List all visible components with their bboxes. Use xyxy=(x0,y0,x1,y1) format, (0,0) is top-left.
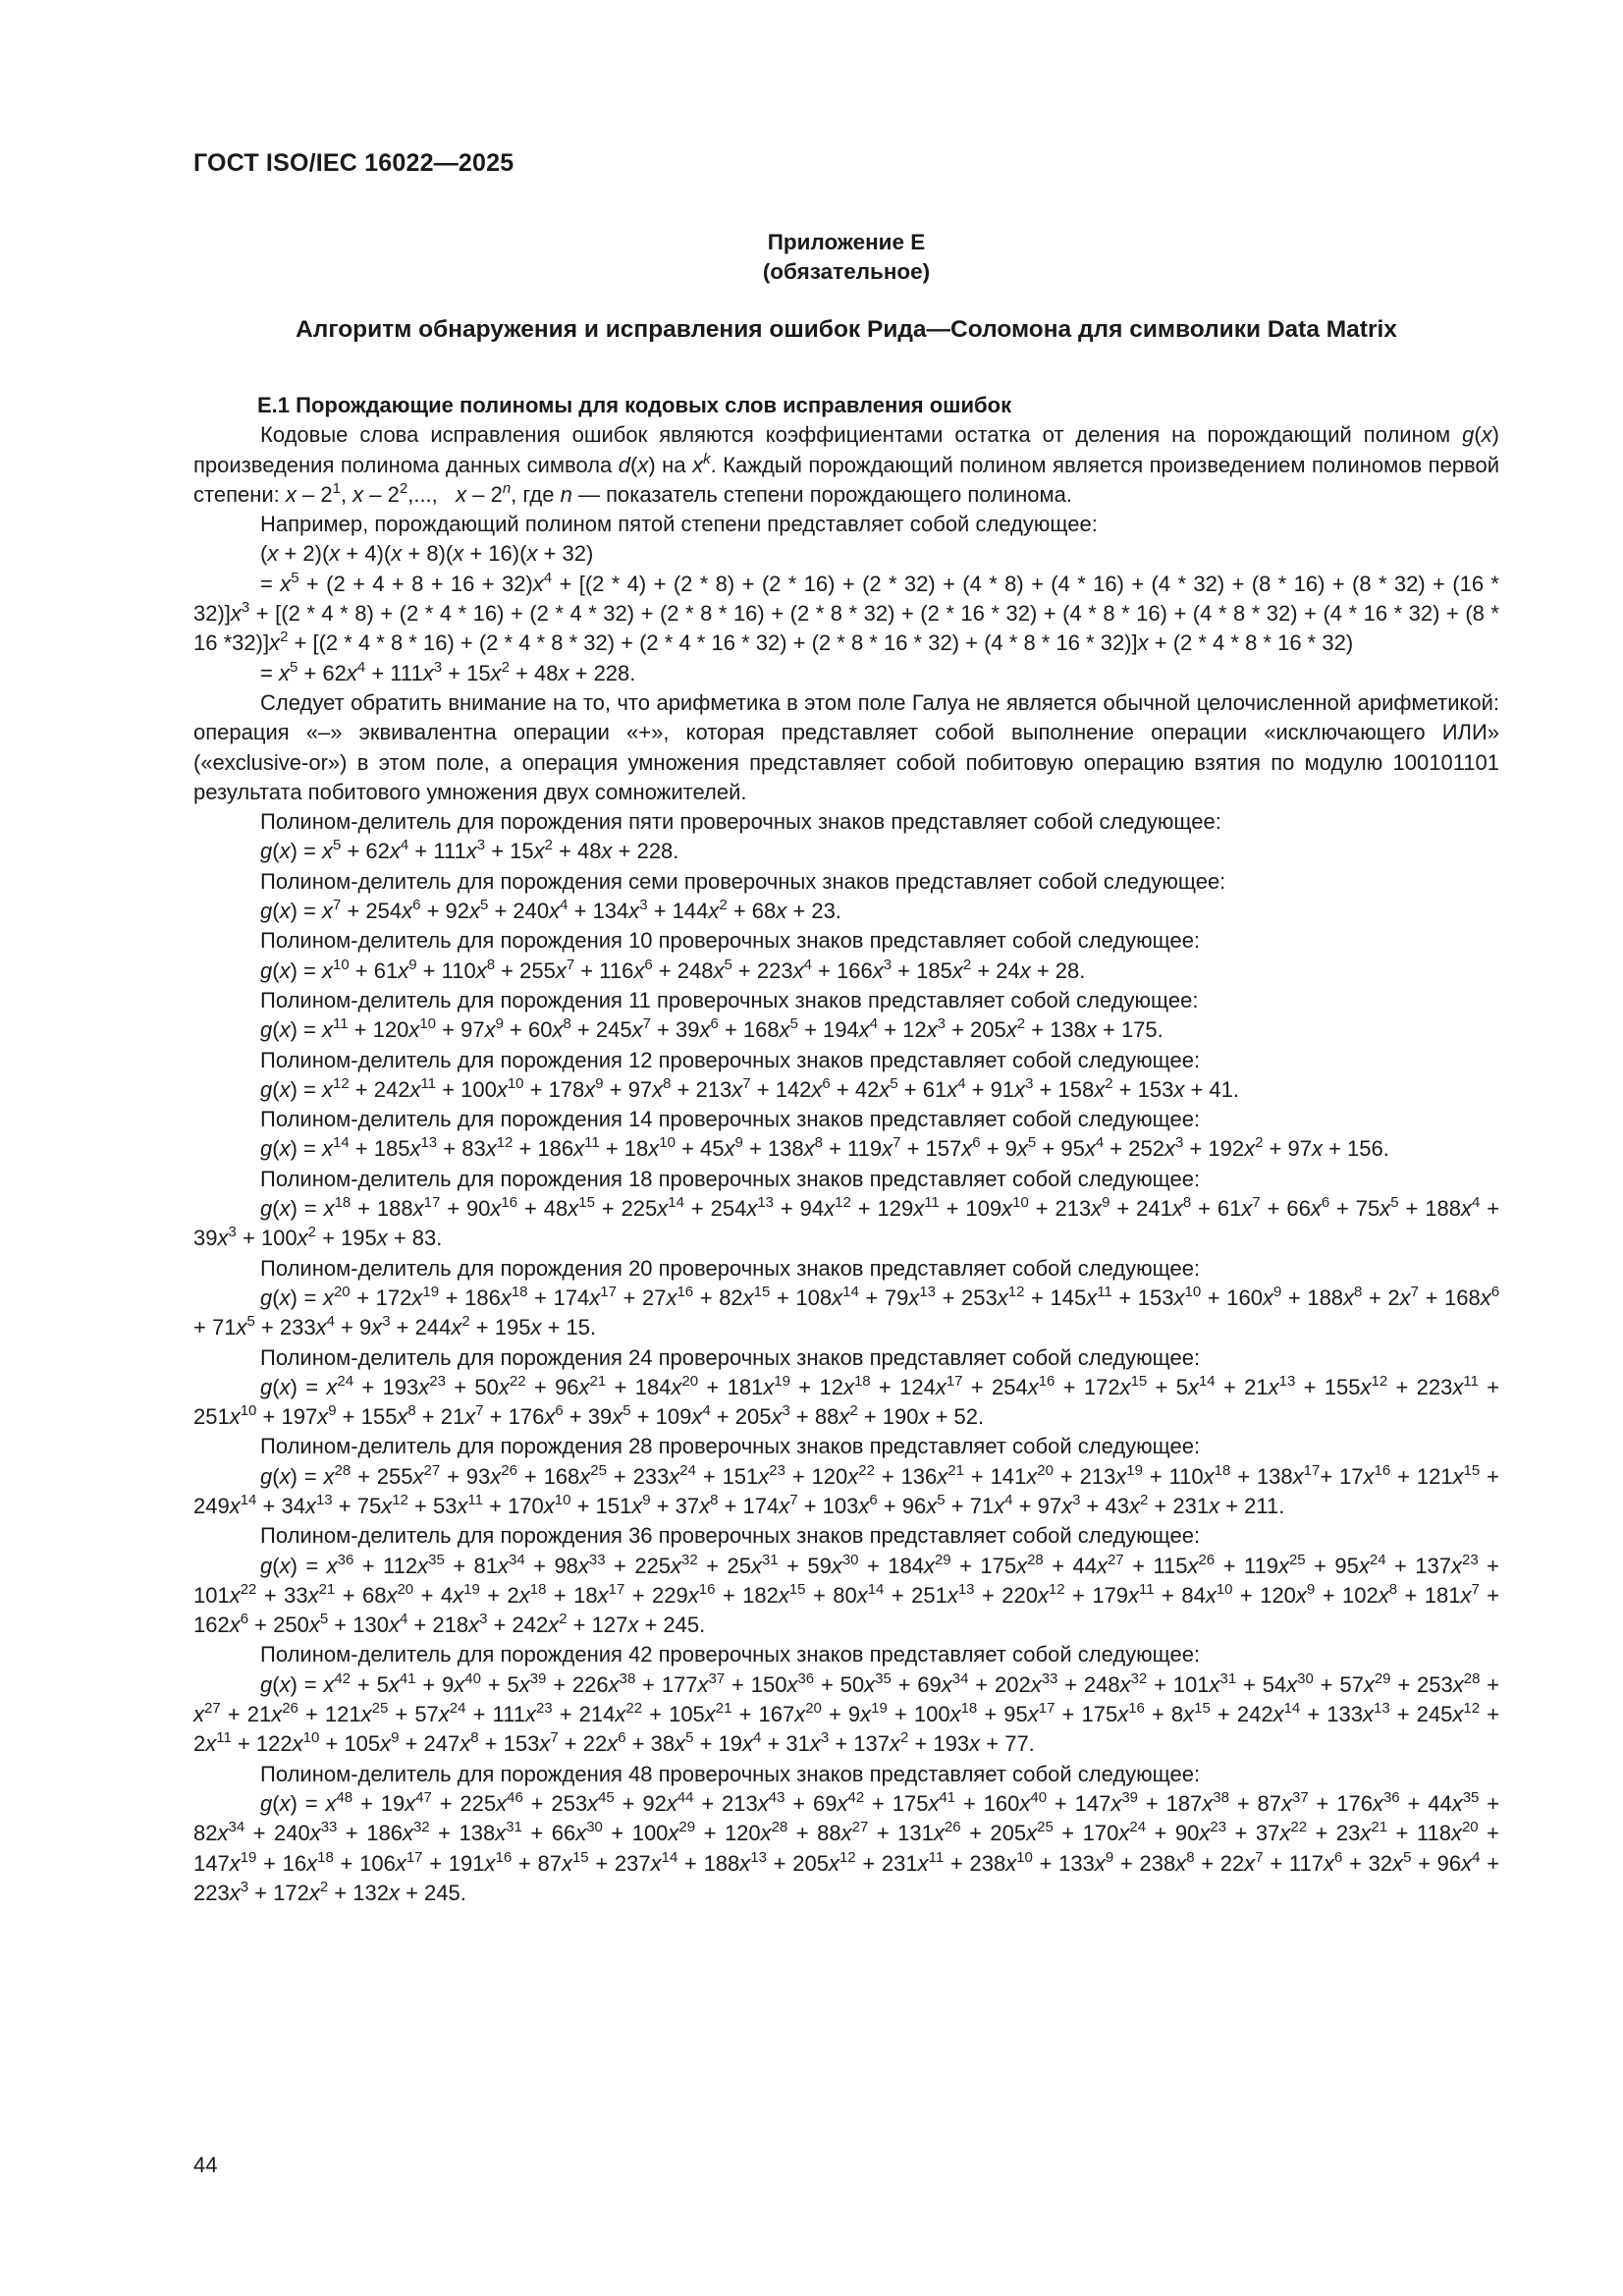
paragraph: Полином-делитель для порождения пяти проверочных знаков представляет собой следующее: xyxy=(260,809,1221,835)
polynomial-formula: $g(x) = x^{28} + 255x^{27} + 93x^{26} + 168x^{25} + 233x^{24} + 151x^{23} + 120x^{22} + 136x^{21} + 141x^{20} + 213x^{19} + 110x^{18} + 138x^{17}+ 17x^{16} + 121x^{15} + 249x^{14} + 34x^{13} + 75x^{12} + 53x^{11} + 170x^{10} + 151x^9 + 37x^8 + 174x^7 + 103x^6 + 96x^5 + 71x^4 + 97x^3 + 43x^2 + 231x + 211$. xyxy=(193,1461,1499,1518)
polynomial-formula: $g(x) = x^{18} + 188x^{17} + 90x^{16} + 48x^{15} + 225x^{14} + 254x^{13} + 94x^{12} + 129x^{11} + 109x^{10} + 213x^9 + 241x^8 + 61x^7 + 66x^6 + 75x^5 + 188x^4 + 39x^3 + 100x^2 + 195x + 83$. xyxy=(193,1194,1500,1251)
annex-heading xyxy=(193,228,1499,287)
paragraph: Полином-делитель для порождения 12 проверочных знаков представляет собой следующее: xyxy=(260,1047,1201,1072)
paragraph: Полином-делитель для порождения 24 проверочных знаков представляет собой следующее: xyxy=(260,1344,1201,1370)
paragraph: Полином-делитель для порождения 36 проверочных знаков представляет собой следующее: xyxy=(260,1523,1201,1549)
polynomial-formula: g(x) = $x^{42} + 5x^{41} + 9x^{40} + 5x^{39} + 226x^{38} + 177x^{37} + 150x^{36} + 50x^{35} + 69x^{34} + 202x^{33} + 248x^{32} + 101x^{31} + 54x^{30} + 57x^{29} + 253x^{28} + x^{27} + 21x^{26} + 121x^{25} + 57x^{24} + 111x^{23} + 214x^{22} + 105x^{21} + 167x^{20} + 9x^{19} + 100x^{18} + 95x^{17} + 175x^{16} + 8x^{15} + 242x^{14} + 133x^{13} + 245x^{12}$ + $2x^{11} + 122x^{10} + 105x^9 + 247x^8 + 153x^7 + 22x^6 + 38x^5 + 19x^4 + 31x^3 + 137x^2 + 193x + 77$. xyxy=(193,1669,1500,1757)
body-text xyxy=(193,391,1499,1908)
paragraph: Полином-делитель для порождения 18 проверочных знаков представляет собой следующее: xyxy=(260,1166,1201,1191)
paragraph: Полином-делитель для порождения 10 проверочных знаков представляет собой следующее: xyxy=(260,928,1201,954)
polynomial-formula: $g(x) = x^{11} + 120x^{10} + 97x^9 + 60x^8 + 245x^7 + 39x^6 + 168x^5 + 194x^4 + 12x^3 + 205x^2 + 138x + 175$. xyxy=(260,1015,1163,1043)
content-paragraphs xyxy=(193,420,1499,1908)
polynomial-formula: g(x) = $x^{36} + 112x^{35} + 81x^{34} + 98x^{33} + 225x^{32} + 25x^{31} + 59x^{30} + 184x^{29} + 175x^{28} + 44x^{27} + 115x^{26} + 119x^{25} + 95x^{24} + 137x^{23} + 101x^{22} + 33x^{21} + 68x^{20} + 4x^{19} + 2x^{18} + 18x^{17} + 229x^{16} + 182x^{15} + 80x^{14} + 251x^{13} + 220x^{12} + 179x^{11} + 84x^{10} + 120x^9 + 102x^8 + 181x^7 + 162x^6$ + $250x^5 + 130x^4 + 218x^3 + 242x^2 + 127x + 245$. xyxy=(193,1551,1500,1638)
polynomial-formula: $g(x) = x^5 + 62x^4 + 111x^3 + 15x^2 + 48x + 228$. xyxy=(260,837,679,864)
paragraph: = $x^5 + (2 + 4 + 8 + 16 + 32)x^4 + [(2 * 4) + (2 * 8) + (2 * 16) + (2 * 32) + (4 * 8) + (4 * 16) + (4 * 32) + (8 * 16) + (8 * 32) + (16 * 32)]x^3 + [(2 * 4 * 8) + (2 * 4$ * 16) + (2 * 4 * 32) + (2 * 8 * 16) + (2 * 8 * 32) + (2 * 16 * 32) + (4 * 8 * 16) + (4 * 8 * 32) + (4 * 16 * 32) + (8 * 16 $*32)]x^2 + [(2 * 4 * 8 * 16) + (2 * 4 * 8 * 32) + (2 * 4 * 16 * 32) + (2 * 8 * 16 * 32) + (4 * 8 * 16 * 32)]x + (2 * 4 * 8 * 16 * 32)$ xyxy=(193,569,1499,656)
annex-status: (обязательное) xyxy=(762,259,931,284)
paragraph: Кодовые слова исправления ошибок являются коэффициентами остатка от деления на порождающий полином g(x) произведения полинома данных символа d(x) на $x^k$. Каждый порождающий полином является произведением полиномов первой степени: x – $2^1$, x – $2^2$,..., x – 2$^n$, где n — показатель степени порождающего полинома. xyxy=(193,422,1500,507)
paragraph: = $x^5 + 62x^4 + 111x^3 + 15x^2 + 48x + 228$. xyxy=(260,658,636,685)
paragraph: Следует обратить внимание на то, что арифметика в этом поле Галуа не является обычной целочисленной арифметикой: операция «–» эквивалентна операции «+», которая представляет собой выполнение операции «исключающего ИЛИ» («exclusive-or») в этом поле, а операция умножения представляет собой побитовую операцию взятия по модулю 100101101 результата побитового умножения двух сомножителей. xyxy=(193,689,1499,804)
polynomial-formula: $g(x) = x^{12} + 242x^{11} + 100x^{10} + 178x^9 + 97x^8 + 213x^7 + 142x^6 + 42x^5 + 61x^4 + 91x^3 + 158x^2 + 153x + 41$. xyxy=(260,1074,1239,1102)
annex-label: Приложение Е xyxy=(767,230,926,254)
polynomial-formula: $g(x) = x^{14} + 185x^{13} + 83x^{12} + 186x^{11} + 18x^{10} + 45x^9 + 138x^8 + 119x^7 + 157x^6 + 9x^5 + 95x^4 + 252x^3 + 192x^2 + 97x + 156$. xyxy=(260,1134,1389,1162)
paragraph: Полином-делитель для порождения 48 проверочных знаков представляет собой следующее: xyxy=(260,1761,1201,1786)
annex-title: Алгоритм обнаружения и исправления ошибок Рида—Соломона для символики Data Matrix xyxy=(296,316,1397,343)
paragraph: Полином-делитель для порождения 42 проверочных знаков представляет собой следующее: xyxy=(260,1642,1201,1667)
paragraph: Полином-делитель для порождения 20 проверочных знаков представляет собой следующее: xyxy=(260,1255,1201,1281)
paragraph: Например, порождающий полином пятой степени представляет собой следующее: xyxy=(260,512,1098,537)
section-title: Е.1 Порождающие полиномы для кодовых слов исправления ошибок xyxy=(257,393,1012,417)
polynomial-formula: $g(x) = x^7 + 254x^6 + 92x^5 + 240x^4 + 134x^3 + 144x^2 + 68x + 23$. xyxy=(260,897,841,924)
paragraph: Полином-делитель для порождения 11 проверочных знаков представляет собой следующее: xyxy=(260,987,1199,1012)
paragraph: Полином-делитель для порождения 28 проверочных знаков представляет собой следующее: xyxy=(260,1434,1201,1459)
paragraph: Полином-делитель для порождения семи проверочных знаков представляет собой следующее: xyxy=(260,868,1226,894)
polynomial-formula: g(x) = $x^{48} + 19x^{47} + 225x^{46} + 253x^{45} + 92x^{44} + 213x^{43} + 69x^{42} + 175x^{41} + 160x^{40} + 147x^{39} + 187x^{38} + 87x^{37} + 176x^{36} + 44x^{35} + 82x^{34} + 240x^{33} + 186x^{32} + 138x^{31} + 66x^{30} + 100x^{29} + 120x^{28} + 88x^{27} + 131x^{26} + 205x^{25} + 170x^{24} + 90x^{23} + 37x^{22} + 23x^{21} + 118x^{20} + 147x^{19} + 16x^{18}$ + $106x^{17} + 191x^{16} + 87x^{15} + 237x^{14} + 188x^{13} + 205x^{12} + 231x^{11} + 238x^{10} + 133x^9 + 238x^8 + 22x^7 + 117x^6 + 32x^5 + 96x^4 + 223x^3 + 172x^2 + 132x + 245$. xyxy=(193,1788,1500,1905)
polynomial-formula: $g(x) = x^{10} + 61x^9 + 110x^8 + 255x^7 + 116x^6 + 248x^5 + 223x^4 + 166x^3 + 185x^2 + 24x + 28$. xyxy=(260,956,1086,983)
paragraph: (x + 2)(x + 4)(x + 8)(x + 16)(x + 32) xyxy=(260,541,594,567)
paragraph: Полином-делитель для порождения 14 проверочных знаков представляет собой следующее: xyxy=(260,1107,1201,1132)
document-code-header: ГОСТ ISO/IEC 16022—2025 xyxy=(193,149,514,177)
polynomial-formula: $g(x) = x^{24} + 193x^{23} + 50x^{22} + 96x^{21} + 184x^{20} + 181x^{19} + 12x^{18} + 124x^{17} + 254x^{16} + 172x^{15} + 5x^{14} + 21x^{13} + 155x^{12} + 223x^{11} + 251x^{10} + 197x^9 + 155x^8 + 21x^7 + 176x^6 + 39x^5 + 109x^4 + 205x^3 + 88x^2 + 190x + 52$. xyxy=(193,1372,1500,1430)
page-number: 44 xyxy=(193,2153,218,2177)
polynomial-formula: $g(x) = x^{20} + 172x^{19} + 186x^{18} + 174x^{17} + 27x^{16} + 82x^{15} + 108x^{14} + 79x^{13} + 253x^{12} + 145x^{11} + 153x^{10} + 160x^9 + 188x^8 + 2x^7 + 168x^6 + 71x^5 + 233x^4 + 9x^3 + 244x^2 + 195x + 15$. xyxy=(193,1283,1500,1340)
